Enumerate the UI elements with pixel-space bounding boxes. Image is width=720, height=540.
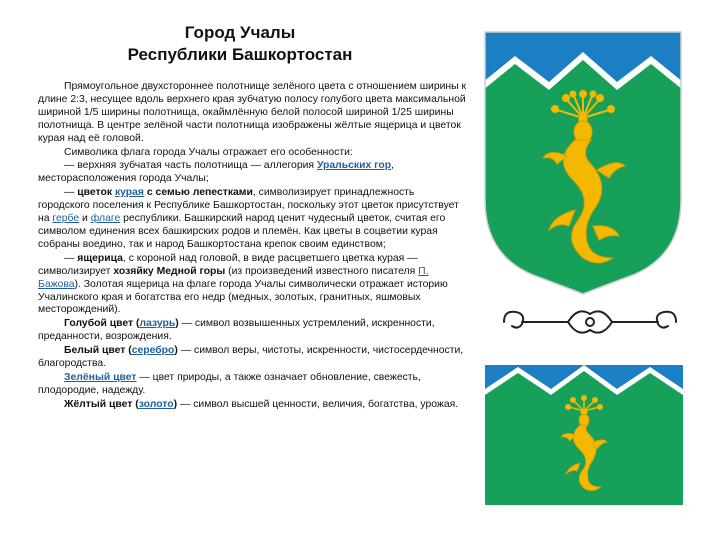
link-flag[interactable]: флаге <box>90 213 121 225</box>
paragraph-lizard <box>38 253 468 318</box>
coat-of-arms-shield-icon <box>483 30 683 295</box>
link-kurai[interactable]: курая <box>114 187 144 199</box>
paragraph-flag-description: Прямоугольное двухстороннее полотнище зелёного цвета с отношением ширины к длине 2:3, несущее вдоль верхнего края зубчатую полосу голубого цвета максимальной шириной 1/5 ширины полотнища, окаймлённую белой полосой шириной 1/25 ширины полотнища. В центре зелёной части полотнища изображены жёлтые ящерица и цветок курая над её головой. <box>38 81 467 144</box>
ornamental-divider-icon <box>498 300 682 344</box>
text-span: , символизирует принадлежность городского поселения к Республике Башкортостан, поскольку этот цветок присутствует на <box>38 187 459 225</box>
title-line-1: Город Учалы <box>184 23 296 42</box>
bold-span: ) <box>174 345 178 357</box>
text-span: — верхняя зубчатая часть полотнища — аллегория <box>64 160 317 172</box>
text-span: (из произведений известного писателя <box>225 265 419 277</box>
paragraph-symbolism-intro: Символика флага города Учалы отражает его особенности: <box>64 146 353 158</box>
text-span: республики. Башкирский народ ценит чудесный цветок, считая его символом единения всех башкирских родов и племён. Как цветы в соцветии курая собраны воедино, так и народ Башкортостана крепок своим единством; <box>38 213 446 250</box>
link-green[interactable]: Зелёный цвет <box>64 371 137 383</box>
title-line-2: Республики Башкортостан <box>127 45 353 64</box>
text-span: , с короной над головой, в виде расцветшего цветка курая — символизирует <box>38 252 418 277</box>
text-span: — символ возвышенных устремлений, искренности, преданности, возрождения. <box>38 318 435 343</box>
text-span: и <box>79 213 91 225</box>
text-span: — символ веры, чистоты, искренности, чистосердечности, благородства. <box>38 345 464 370</box>
bold-span: с семью лепестками <box>143 187 253 199</box>
paragraph-white <box>38 345 468 371</box>
bold-span: хозяйку Медной горы <box>113 265 226 277</box>
bold-span: ) <box>175 318 179 330</box>
text-span: — цвет природы, а также означает обновление, свежесть, плодородие, надежду. <box>38 371 421 396</box>
text-span: — <box>64 252 78 264</box>
link-ural-mountains[interactable]: Уральских гор <box>316 160 392 172</box>
bold-span: Голубой цвет ( <box>64 318 140 330</box>
paragraph-green <box>38 372 468 398</box>
description-text <box>38 81 468 412</box>
link-coat-of-arms[interactable]: гербе <box>52 213 80 225</box>
text-span: — символ высшей ценности, величия, богатства, урожая. <box>177 398 459 410</box>
page-title <box>100 22 380 66</box>
bold-span: Белый цвет ( <box>64 345 132 357</box>
link-azure[interactable]: лазурь <box>139 318 176 330</box>
bold-span: ) <box>173 398 178 410</box>
text-span: ). Золотая ящерица на флаге города Учалы символически отражает историю Учалинского края и богатства его недр (медных, золотых, гранитных, яшмовых месторождений). <box>38 278 448 316</box>
link-gold[interactable]: золото <box>138 398 174 410</box>
text-span: , месторасположения города Учалы; <box>38 160 394 185</box>
bold-span: цветок <box>77 187 115 199</box>
link-bazhov[interactable]: П. Бажова <box>38 265 429 290</box>
paragraph-mountains <box>38 160 468 186</box>
bold-span: ящерица <box>77 252 123 264</box>
paragraph-kurai <box>38 187 468 252</box>
link-silver[interactable]: серебро <box>131 345 175 357</box>
paragraph-blue <box>38 318 468 344</box>
bold-span: Жёлтый цвет ( <box>64 398 139 410</box>
text-span: — <box>64 187 78 199</box>
flag-icon <box>485 365 683 505</box>
paragraph-yellow <box>38 399 468 412</box>
